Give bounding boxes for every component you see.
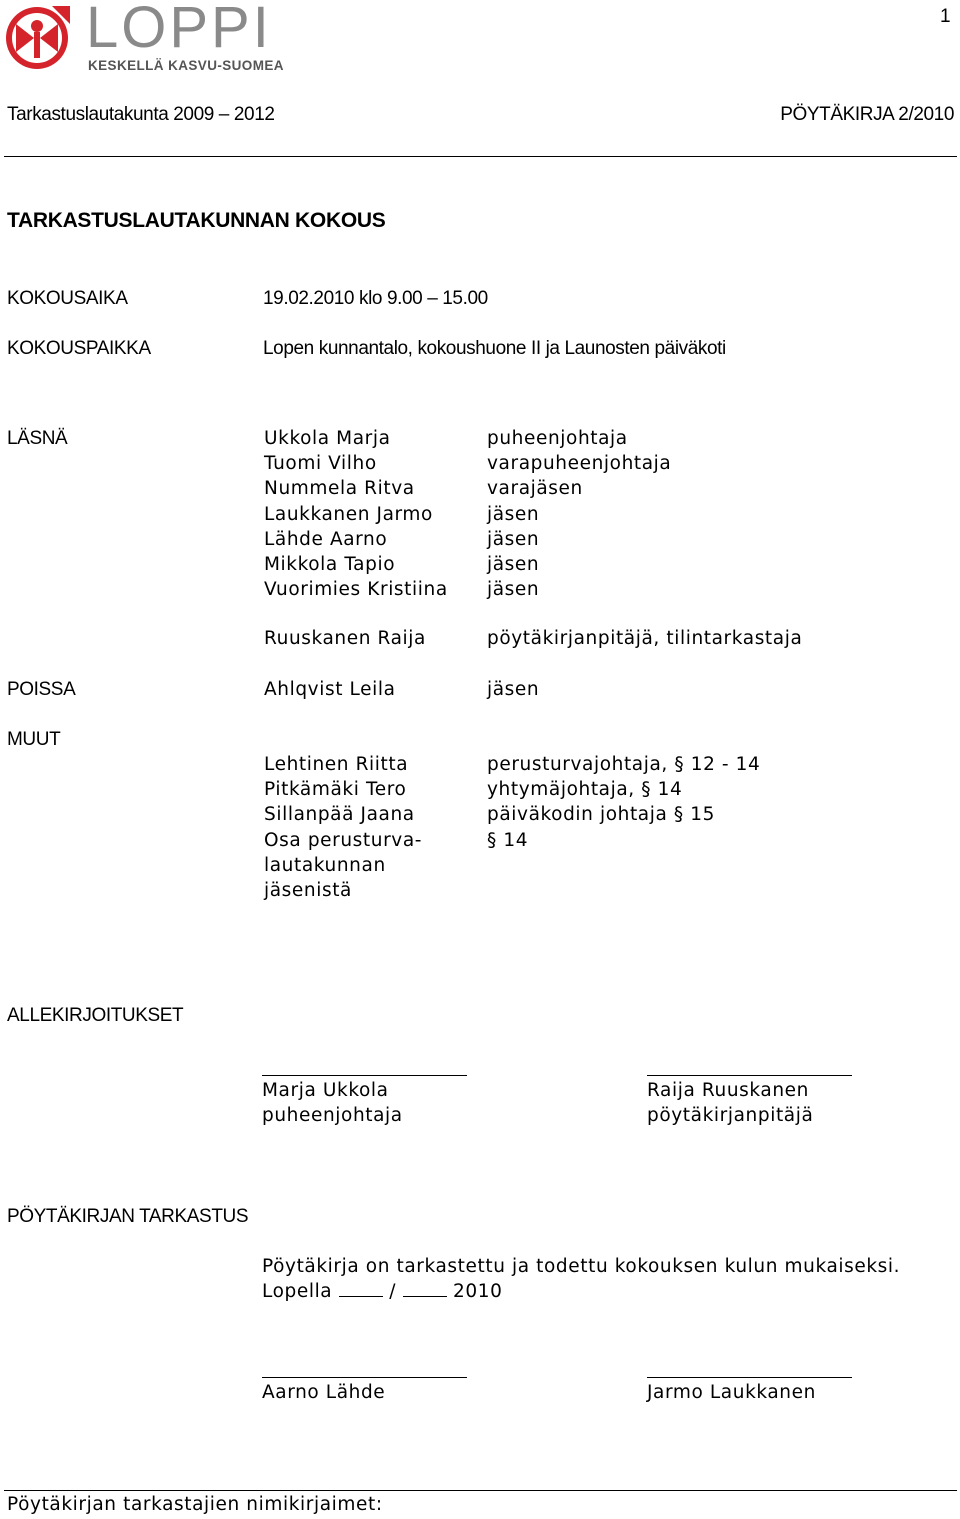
other-name: Lehtinen Riitta xyxy=(264,754,409,775)
review-date-slash: / xyxy=(389,1281,397,1302)
other-role: perusturvajohtaja, § 12 - 14 xyxy=(487,754,761,775)
present-roles xyxy=(487,426,671,602)
footer-divider xyxy=(4,1490,957,1491)
review-label: PÖYTÄKIRJAN TARKASTUS xyxy=(7,1206,249,1227)
other-role: päiväkodin johtaja § 15 xyxy=(487,804,715,826)
signature-secretary-title: pöytäkirjanpitäjä xyxy=(647,1105,814,1126)
signature-line-secretary xyxy=(647,1075,852,1076)
present-member-role: varapuheenjohtaja xyxy=(487,453,672,475)
logo-tagline: KESKELLÄ KASVU-SUOMEA xyxy=(88,58,284,73)
other-name-line: lautakunnan xyxy=(264,854,386,876)
other-role: § 14 xyxy=(487,829,529,851)
others-roles xyxy=(487,752,760,853)
present-member-role: jäsen xyxy=(487,528,540,550)
present-member-name: Lähde Aarno xyxy=(264,528,388,550)
meeting-place-value: Lopen kunnantalo, kokoushuone II ja Launosten päiväkoti xyxy=(263,338,726,359)
reviewer-2-name: Jarmo Laukkanen xyxy=(647,1382,816,1403)
signature-chair-title: puheenjohtaja xyxy=(262,1105,403,1126)
reviewer-1-name: Aarno Lähde xyxy=(262,1382,386,1403)
page-title: TARKASTUSLAUTAKUNNAN KOKOUS xyxy=(7,209,386,232)
logo-wordmark: LOPPI xyxy=(86,0,272,60)
review-place: Lopella xyxy=(262,1281,333,1302)
other-name: Pitkämäki Tero xyxy=(264,779,407,801)
other-name-line: Osa perusturva- xyxy=(264,829,423,851)
present-member-name: Nummela Ritva xyxy=(264,478,415,500)
signature-line-reviewer-1 xyxy=(262,1377,467,1378)
meeting-time-value: 19.02.2010 klo 9.00 – 15.00 xyxy=(263,288,488,309)
footer-initials-label: Pöytäkirjan tarkastajien nimikirjaimet: xyxy=(7,1494,383,1515)
secretary-name: Ruuskanen Raija xyxy=(264,628,426,649)
signature-chair-name: Marja Ukkola xyxy=(262,1080,389,1101)
other-name: Sillanpää Jaana xyxy=(264,804,415,826)
meeting-place-label: KOKOUSPAIKKA xyxy=(7,338,151,359)
loppi-emblem-icon xyxy=(4,2,74,72)
present-names xyxy=(264,426,448,602)
present-member-name: Laukkanen Jarmo xyxy=(264,503,433,525)
present-member-role: jäsen xyxy=(487,553,540,575)
present-member-name: Mikkola Tapio xyxy=(264,553,396,575)
review-day-blank[interactable] xyxy=(339,1281,383,1297)
review-month-blank[interactable] xyxy=(403,1281,447,1297)
review-statement: Pöytäkirja on tarkastettu ja todettu kokouksen kulun mukaiseksi. xyxy=(262,1256,901,1277)
secretary-role: pöytäkirjanpitäjä, tilintarkastaja xyxy=(487,628,803,649)
present-label: LÄSNÄ xyxy=(7,428,68,449)
header-divider xyxy=(4,156,957,157)
signature-secretary-name: Raija Ruuskanen xyxy=(647,1080,809,1101)
others-names xyxy=(264,752,422,903)
signatures-label: ALLEKIRJOITUKSET xyxy=(7,1005,184,1026)
header-committee: Tarkastuslautakunta 2009 – 2012 xyxy=(7,104,275,125)
meeting-time-label: KOKOUSAIKA xyxy=(7,288,128,309)
others-label: MUUT xyxy=(7,729,61,750)
signature-line-chair xyxy=(262,1075,467,1076)
present-member-name: Vuorimies Kristiina xyxy=(264,579,448,601)
other-name-line: jäsenistä xyxy=(264,879,352,901)
header-document-id: PÖYTÄKIRJA 2/2010 xyxy=(780,104,954,125)
present-member-role: varajäsen xyxy=(487,478,583,500)
absent-role: jäsen xyxy=(487,679,540,700)
review-year: 2010 xyxy=(453,1281,503,1302)
page-number: 1 xyxy=(940,6,951,27)
present-member-role: puheenjohtaja xyxy=(487,428,628,449)
review-place-date xyxy=(262,1281,503,1302)
present-member-name: Ukkola Marja xyxy=(264,428,391,449)
present-member-role: jäsen xyxy=(487,503,540,525)
absent-label: POISSA xyxy=(7,679,76,700)
present-member-role: jäsen xyxy=(487,579,540,601)
absent-name: Ahlqvist Leila xyxy=(264,679,396,700)
loppi-logo xyxy=(4,2,294,74)
other-role: yhtymäjohtaja, § 14 xyxy=(487,779,683,801)
present-member-name: Tuomi Vilho xyxy=(264,453,377,475)
signature-line-reviewer-2 xyxy=(647,1377,852,1378)
